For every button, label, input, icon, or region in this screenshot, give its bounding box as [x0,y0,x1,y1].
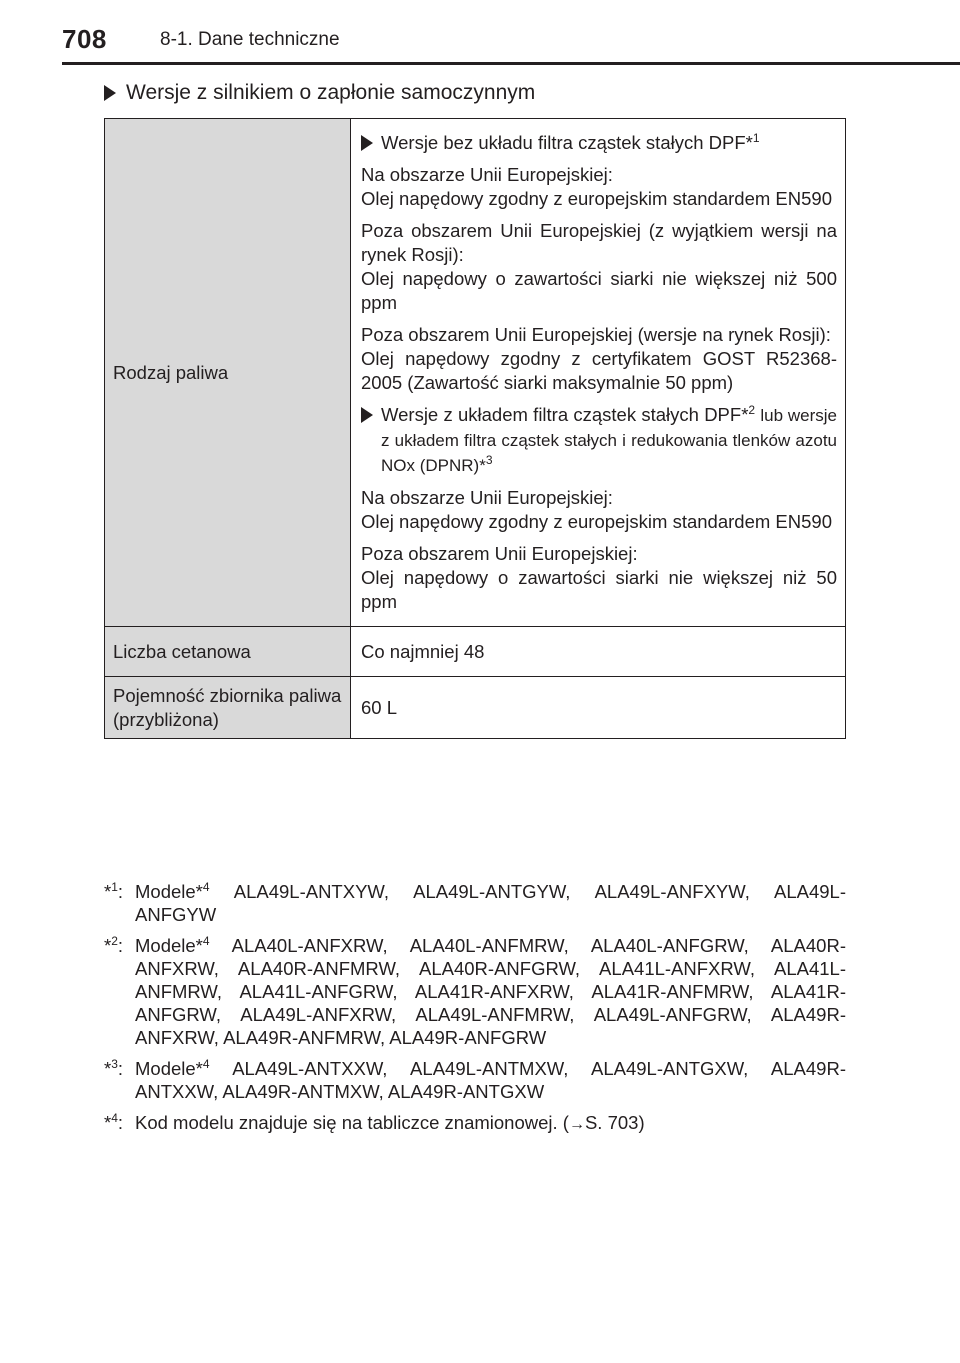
page-number: 708 [62,24,107,54]
footnote-1: *$^1$: Modele*$^4$ ALA49L-ANTXYW, ALA49L-ANTGYW, ALA49L-ANFXYW, ALA49L-ANFGYW [104,879,846,925]
tank-value: 60 L [351,677,846,739]
no-dpf-non-eu: Poza obszarem Unii Europejskiej (z wyjątkiem wersji na rynek Rosji): Olej napędowy o zawartości siarki nie większej niż 500 ppm [361,220,837,313]
arrow-right-icon: → [568,1116,585,1133]
no-dpf-russia: Poza obszarem Unii Europejskiej (wersje na rynek Rosji): Olej napędowy zgodny z certyfikatem GOST R52368-2005 (Zawartość siarki maksymalnie 50 ppm) [361,324,837,393]
page-reference-link[interactable]: S. 703) [584,1112,645,1133]
no-dpf-heading: Wersje bez układu filtra cząstek stałych DPF*$^1$ [361,131,837,155]
triangle-bullet-icon [361,407,373,423]
cetane-label: Liczba cetanowa [105,627,351,677]
table-row-tank [105,677,846,739]
table-row-fuel-type [105,119,846,627]
dpf-eu: Na obszarze Unii Europejskiej: Olej napędowy zgodny z europejskim standardem EN590 [361,487,832,532]
footnote-4: *$^4$: Kod modelu znajduje się na tabliczce znamionowej. (→S. 703) [104,1110,645,1133]
section-title [104,81,535,105]
cetane-value: Co najmniej 48 [351,627,846,677]
tank-label: Pojemność zbiornika paliwa (przybliżona) [105,677,351,739]
dpf-heading: Wersje z układem filtra cząstek stałych DPF*$^2$ lub wersje z układem filtra cząstek stałych i redukowania tlenków azotu NOx (DPNR)*$^3$ [361,403,837,478]
footnote-3: *$^3$: Modele*$^4$ ALA49L-ANTXXW, ALA49L-ANTMXW, ALA49L-ANTGXW, ALA49R-ANTXXW, ALA49R-ANTMXW, ALA49R-ANTGXW [104,1056,846,1102]
table-row-cetane [105,627,846,677]
footnotes [104,880,846,1144]
triangle-bullet-icon [361,135,373,151]
fuel-spec-table [104,118,846,739]
no-dpf-eu: Na obszarze Unii Europejskiej: Olej napędowy zgodny z europejskim standardem EN590 [361,164,832,209]
footnote-2: *$^2$: Modele*$^4$ ALA40L-ANFXRW, ALA40L-ANFMRW, ALA40L-ANFGRW, ALA40R-ANFXRW, ALA40R-ANFMRW, ALA40R-ANFGRW, ALA41L-ANFXRW, ALA41L-ANFMRW, ALA41L-ANFGRW, ALA41R-ANFXRW, ALA41R-ANFMRW, ALA41R-ANFGRW, ALA49L-ANFXRW, ALA49L-ANFMRW, ALA49L-ANFGRW, ALA49R-ANFXRW, ALA49R-ANFMRW, ALA49R-ANFGRW [104,933,846,1048]
fuel-type-value [351,119,846,627]
triangle-bullet-icon [104,85,116,101]
header-rule [62,62,960,65]
section-title-text: Wersje z silnikiem o zapłonie samoczynnym [126,81,536,104]
fuel-type-label: Rodzaj paliwa [105,119,351,627]
dpf-non-eu: Poza obszarem Unii Europejskiej: Olej napędowy o zawartości siarki nie większej niż 50 ppm [361,543,837,612]
page-header [0,0,960,70]
chapter-title: 8-1. Dane techniczne [160,29,340,50]
